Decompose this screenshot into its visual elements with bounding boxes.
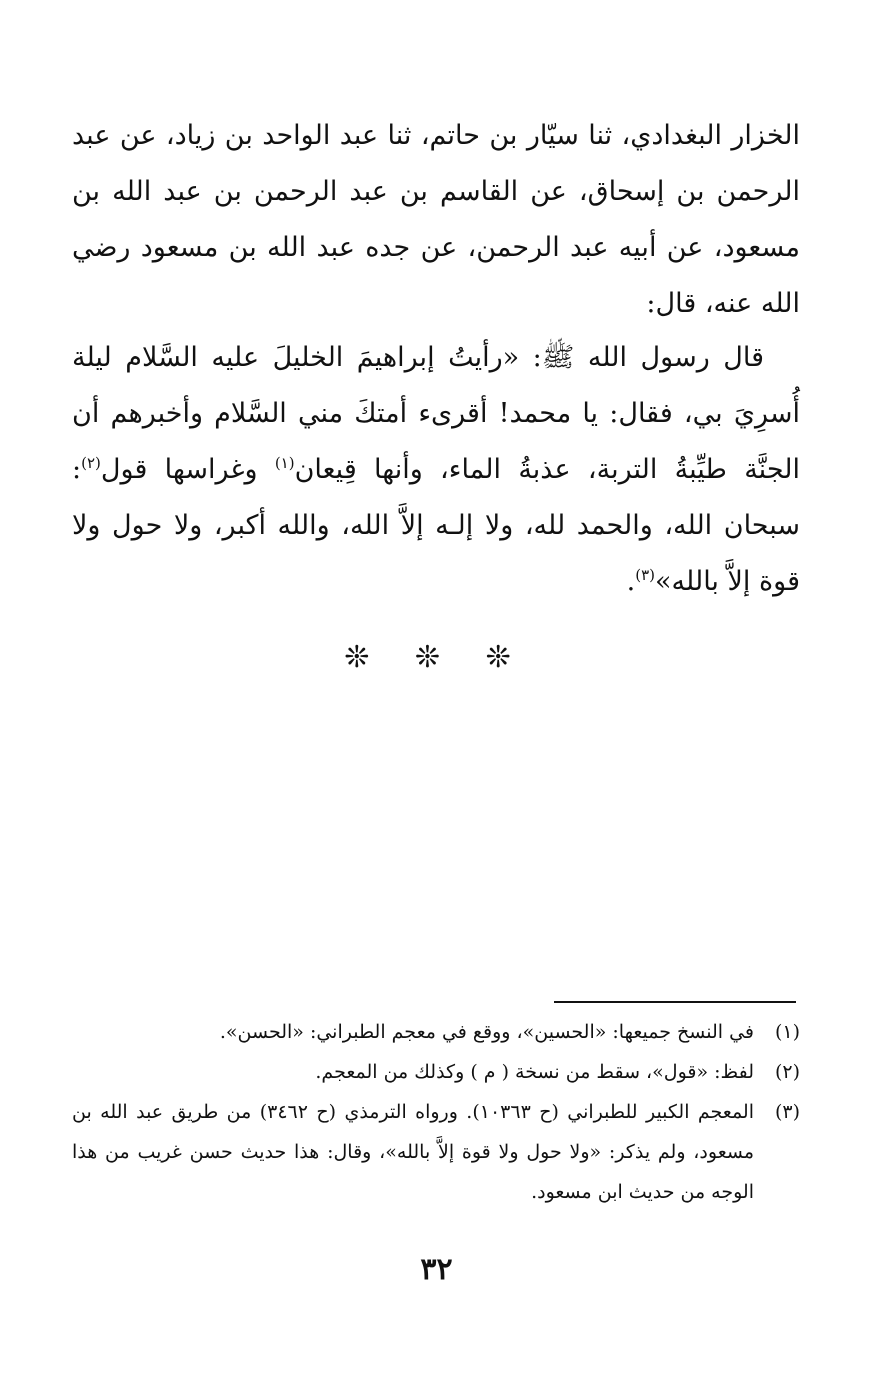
page-number: ٣٢	[420, 1252, 453, 1287]
footnote-marker-2[interactable]: (٢)	[81, 454, 101, 472]
hadith-text-part-2: وغراسها قول	[100, 454, 275, 485]
footnote-number: (٢)	[774, 1061, 800, 1083]
footnote-3	[72, 1092, 800, 1212]
footnote-marker-1[interactable]: (١)	[274, 454, 295, 472]
footnote-number: (١)	[774, 1021, 800, 1043]
footnote-text: في النسخ جميعها: «الحسين»، ووقع في معجم الطبراني: «الحسن».	[219, 1021, 754, 1043]
section-separator-asterisks: ❊ ❊ ❊	[344, 640, 529, 675]
footnote-divider	[554, 1001, 796, 1003]
footnotes-list	[72, 1012, 800, 1212]
footnote-2	[72, 1052, 800, 1092]
hadith-text-part-4: .	[626, 566, 636, 597]
footnote-text: المعجم الكبير للطبراني (ح ١٠٣٦٣). ورواه الترمذي (ح ٣٤٦٢) من طريق عبد الله بن مسعود، ولم يذكر: «ولا حول ولا قوة إلاَّ بالله»، وقال: هذا حديث حسن غريب من هذا الوجه من حديث ابن مسعود.	[72, 1101, 755, 1203]
hadith-text-part-1: قال رسول الله ﷺ: «رأيتُ إبراهيمَ الخليلَ عليه السَّلام ليلة أُسرِيَ بي، فقال: يا محمد! أقرىء أمتكَ مني السَّلام وأخبرهم أن الجنَّة طيِّبةُ التربة، عذبةُ الماء، وأنها قِيعان	[72, 342, 800, 485]
footnote-text: لفظ: «قول»، سقط من نسخة ( م ) وكذلك من المعجم.	[315, 1061, 754, 1083]
hadith-paragraph	[72, 330, 800, 610]
footnote-marker-3[interactable]: (٣)	[635, 566, 656, 584]
hadith-text-part-3: : سبحان الله، والحمد لله، ولا إلـه إلاَّ الله، والله أكبر، ولا حول ولا قوة إلاَّ بالله»	[72, 454, 800, 597]
isnad-paragraph: الخزار البغدادي، ثنا سيّار بن حاتم، ثنا عبد الواحد بن زياد، عن عبد الرحمن بن إسحاق، عن القاسم بن عبد الرحمن بن عبد الله بن مسعود، عن أبيه عبد الرحمن، عن جده عبد الله بن مسعود رضي الله عنه، قال:	[72, 120, 800, 319]
footnote-number: (٣)	[774, 1101, 800, 1123]
footnote-1	[72, 1012, 800, 1052]
